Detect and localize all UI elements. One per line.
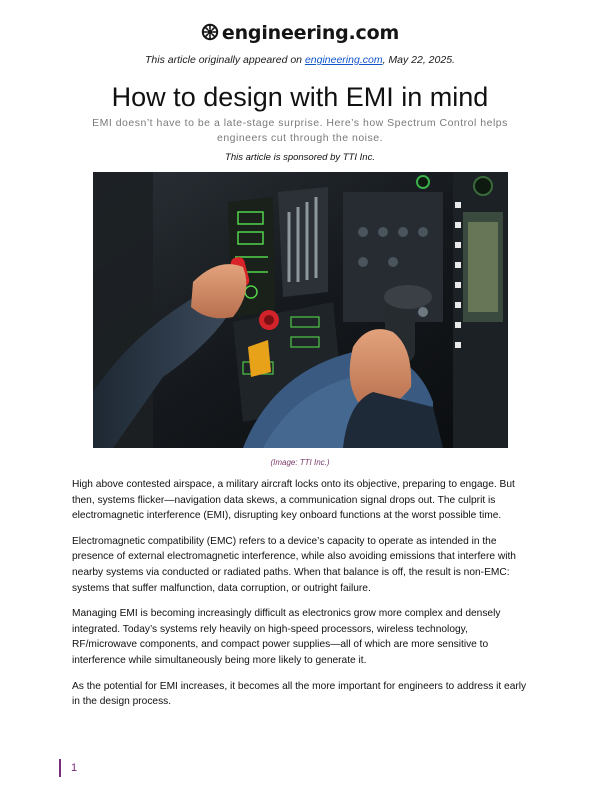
gear-logo-icon [201, 23, 219, 46]
attribution-suffix: , May 22, 2025. [382, 54, 455, 66]
footer-accent-bar [59, 759, 61, 777]
body-paragraph: Electromagnetic compatibility (EMC) refers to a device’s capacity to operate as intended in the presence of external electromagnetic interference, while also avoiding emissions that interfere with nearby systems via conducted or radiated paths. When that balance is off, the result is non-EMC: systems that suffer malfunction, data corruption, or outright failure. [72, 535, 516, 594]
body-paragraph: As the potential for EMI increases, it becomes all the more important for engineers to address it early in the design process. [72, 680, 527, 708]
image-caption: (Image: TTI Inc.) [270, 458, 330, 467]
sponsor-note: This article is sponsored by TTI Inc. [225, 152, 375, 163]
article-body [72, 477, 532, 720]
body-paragraph: Managing EMI is becoming increasingly difficult as electronics grow more complex and densely integrated. Today’s systems rely heavily on high-speed processors, wireless technology, RF/microwave components, and compact power supplies—all of which are more sensitive to interference while simultaneously being more likely to generate it. [72, 608, 501, 666]
page-number: 1 [71, 762, 78, 774]
engineering-com-logo[interactable] [0, 22, 600, 46]
article-subtitle: EMI doesn’t have to be a late-stage surprise. Here’s how Spectrum Control helps engineers cut through the noise. [92, 117, 508, 144]
cockpit-photo [93, 172, 508, 448]
body-paragraph: High above contested airspace, a military aircraft locks onto its objective, preparing to engage. But then, systems flicker—navigation data skews, a communication signal drops out. The culprit is electromagnetic interference (EMI), disrupting key onboard functions at the worst possible time. [72, 479, 515, 522]
attribution-line [0, 54, 600, 66]
attribution-prefix: This article originally appeared on [145, 54, 305, 66]
article-title: How to design with EMI in mind [111, 82, 489, 112]
attribution-link[interactable]: engineering.com [304, 54, 383, 66]
logo-text: engineering.com [221, 22, 400, 44]
